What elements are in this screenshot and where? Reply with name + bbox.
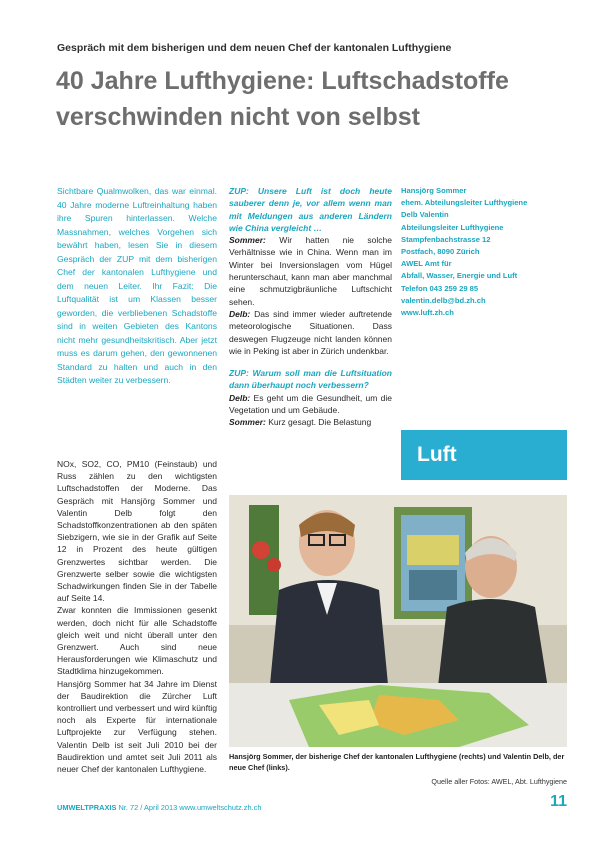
interview-question-2: ZUP: Warum soll man die Luftsituation dann überhaupt noch verbessern? bbox=[229, 368, 392, 391]
page-number: 11 bbox=[550, 793, 567, 810]
contact-line: Stampfenbachstrasse 12 bbox=[401, 234, 491, 244]
photo-illustration bbox=[229, 495, 567, 747]
photo-interview bbox=[229, 495, 567, 747]
answer-text: Es geht um die Gesundheit, um die Vegetation und um Gebäude. bbox=[229, 392, 392, 416]
contact-website[interactable]: www.luft.zh.ch bbox=[401, 308, 454, 318]
article-kicker: Gespräch mit dem bisherigen und dem neuen Chef der kantonalen Lufthygiene bbox=[57, 42, 452, 54]
answer-text: Kurz gesagt. Die Belastung bbox=[265, 417, 372, 428]
photo-credit: Quelle aller Fotos: AWEL, Abt. Lufthygiene bbox=[431, 777, 567, 786]
interview-question-1: ZUP: Unsere Luft ist doch heute sauberer denn je, vor allem wenn man mit Meldungen aus anderen Ländern wie China vergleicht … bbox=[229, 186, 392, 233]
interview-answer-2 bbox=[229, 308, 392, 357]
contact-email[interactable]: valentin.delb@bd.zh.ch bbox=[401, 295, 486, 305]
speaker-label: Delb: bbox=[229, 392, 251, 403]
article-headline bbox=[56, 63, 576, 135]
contact-line: Abfall, Wasser, Energie und Luft bbox=[401, 271, 518, 281]
interview-answer-4 bbox=[229, 416, 392, 428]
footer-brand: UMWELTPRAXIS bbox=[57, 803, 117, 812]
contact-box bbox=[401, 185, 571, 319]
headline-line-2: verschwinden nicht von selbst bbox=[56, 103, 420, 131]
body-text-column bbox=[57, 458, 217, 775]
photo-caption: Hansjörg Sommer, der bisherige Chef der kantonalen Lufthygiene (rechts) und Valentin Delb, der neue Chef (links). bbox=[229, 752, 565, 772]
speaker-label: Sommer: bbox=[229, 235, 266, 246]
contact-line: Abteilungsleiter Lufthygiene bbox=[401, 222, 504, 232]
contact-line: AWEL Amt für bbox=[401, 259, 452, 269]
section-label-box bbox=[401, 430, 567, 480]
contact-line: Hansjörg Sommer bbox=[401, 186, 467, 195]
contact-line: Telefon 043 259 29 85 bbox=[401, 283, 479, 293]
speaker-label: Sommer: bbox=[229, 417, 266, 428]
speaker-label: Delb: bbox=[229, 308, 251, 319]
answer-text: Das sind immer wieder auftretende meteorologische Situationen. Dass deswegen Flugzeuge nicht landen können wie in Peking ist aber in Zürich undenkbar. bbox=[229, 308, 392, 356]
contact-line: ehem. Abteilungsleiter Lufthygiene bbox=[401, 198, 528, 208]
contact-line: Postfach, 8090 Zürich bbox=[401, 247, 480, 257]
footer-issue: Nr. 72 / April 2013 bbox=[118, 803, 178, 812]
answer-text: Wir hatten nie solche Verhältnisse wie in China. Wenn man im Winter bei Inversionslagen vom Hügel herunterschaut, kann man aber manchmal eine schmutzigbräunliche Luftschicht sehen. bbox=[229, 235, 392, 307]
body-paragraph-2: Zwar konnten die Immissionen gesenkt werden, doch nicht für alle Schadstoffe gleich weit und nicht überall unter den Grenzwert. Auch sind neue Herausforderungen wie Klimaschutz und Stadtklima hinzugekommen. bbox=[57, 605, 217, 677]
interview-answer-3 bbox=[229, 392, 392, 417]
lead-paragraph: Sichtbare Qualmwolken, das war einmal. 40 Jahre moderne Luftreinhaltung haben ihre Spuren hinterlassen. Welche Massnahmen, welches Vorgehen sich bewährt haben, lesen Sie in diesem Gespräch der ZUP mit dem bisherigen Chef der kantonalen Lufthygiene und dem neuen Leiter. Ihr Fazit: Die Luftqualität ist um Klassen besser geworden, die verbliebenen Schadstoffe sind in weiten Gebieten des Kantons nicht mehr gesundheitskritisch. Aber jetzt muss es darum gehen, den gewonnenen Standard zu halten und auch in den Städten weiter zu verbessern. bbox=[57, 186, 217, 385]
headline-line-1: 40 Jahre Lufthygiene: Luftschadstoffe bbox=[56, 67, 509, 95]
body-paragraph-1: NOx, SO2, CO, PM10 (Feinstaub) und Russ zählen zu den wichtigsten Luftschadstoffen der Moderne. Das Gespräch mit Hansjörg Sommer und Valentin Delb folgt den Schadstoffkonzentrationen ab den späten Siebzigern, wie sie in der Grafik auf Seite 12 in Prozent des heute gültigen Grenzwertes sichtbar werden. Die Grenzwerte selber sowie die wichtigsten Schadwirkungen finden Sie in der Tabelle auf Seite 14. bbox=[57, 459, 217, 604]
interview-column bbox=[229, 185, 392, 429]
page-footer bbox=[57, 803, 261, 812]
interview-answer-1 bbox=[229, 234, 392, 308]
contact-line: Delb Valentin bbox=[401, 210, 449, 220]
body-paragraph-3: Hansjörg Sommer hat 34 Jahre im Dienst der Baudirektion die Zürcher Luft kontrolliert und verbessert und wird künftig noch als Experte für internationale Luftprojekte zur Verfügung stehen. Valentin Delb ist seit Juli 2010 bei der Baudirektion und amtet seit Juli 2011 als neuer Chef der kantonalen Lufthygiene. bbox=[57, 678, 217, 775]
footer-url[interactable]: www.umweltschutz.zh.ch bbox=[179, 803, 262, 812]
section-label: Luft bbox=[417, 443, 457, 466]
